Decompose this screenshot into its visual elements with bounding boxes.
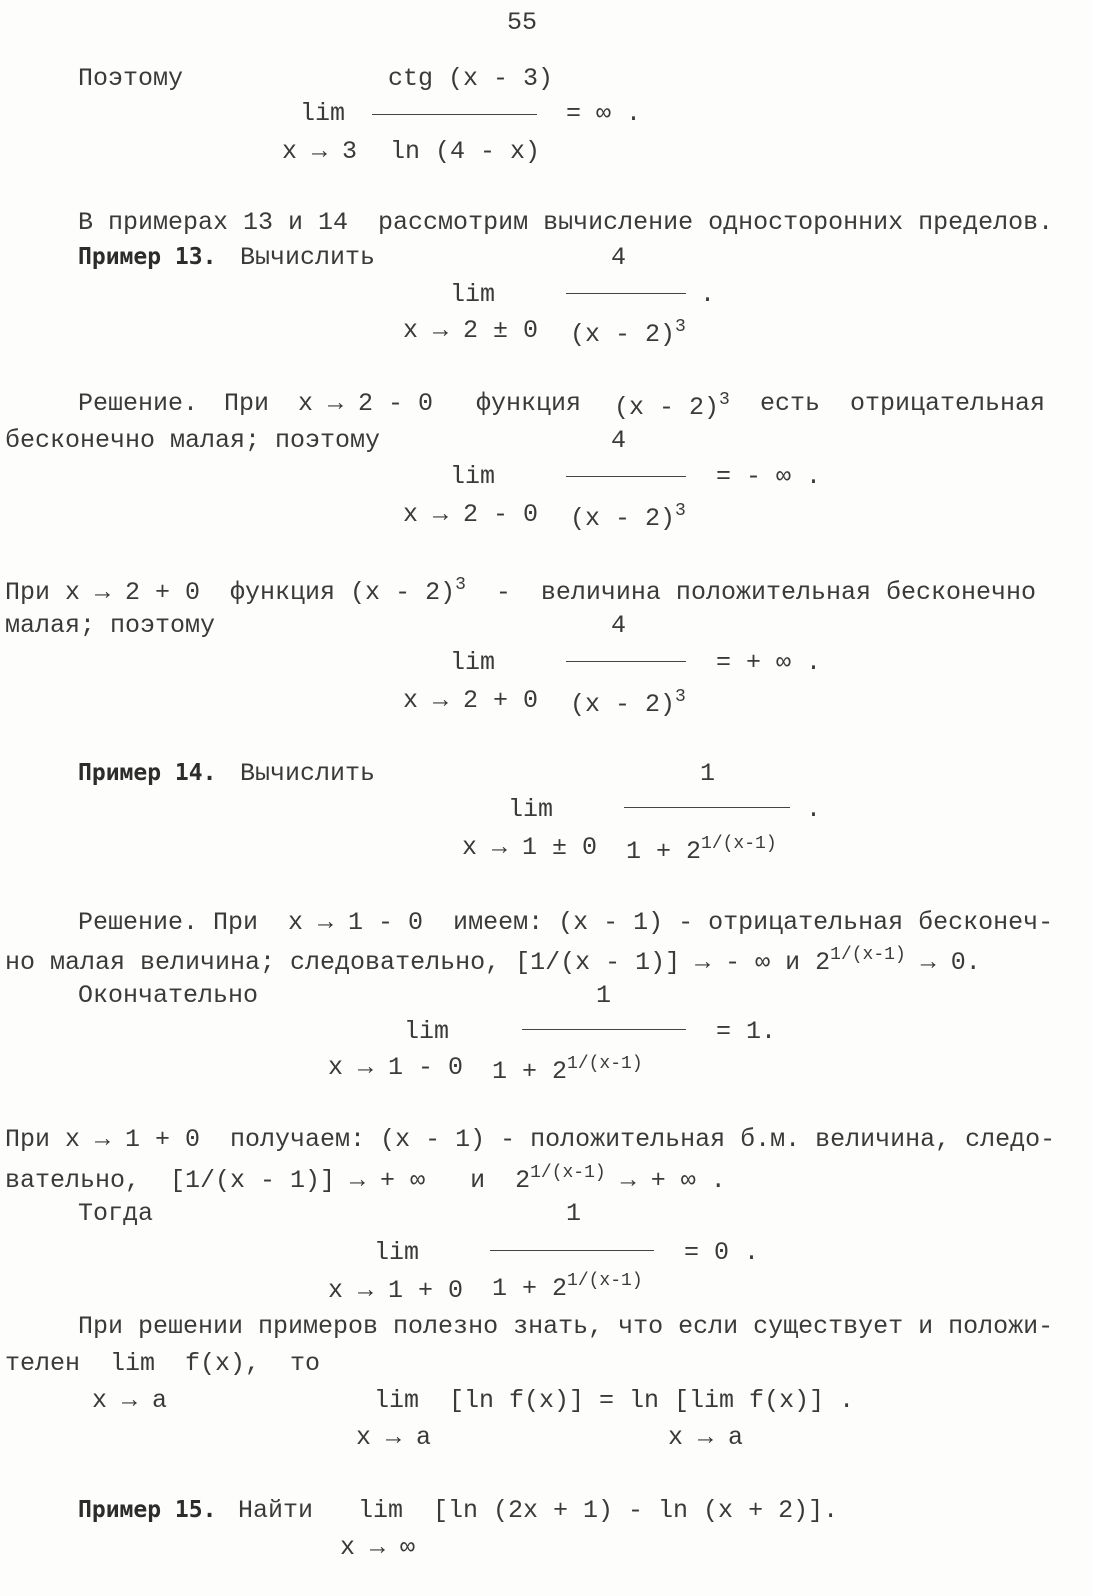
paragraph-line: бесконечно малая; поэтому <box>5 426 381 455</box>
fraction-denominator: $1 + 2^{1/(x-1)}$ <box>626 834 777 866</box>
fraction-numerator: 4 <box>611 426 627 455</box>
paragraph-line: Окончательно <box>78 981 259 1010</box>
paragraph-line: Решение. При x → 1 - 0 имеем: (x - 1) - отрицательная бесконеч- <box>78 908 1054 937</box>
paragraph-line: При решении примеров полезно знать, что если существует и положи- <box>78 1312 1054 1341</box>
fraction-numerator: 1 <box>700 759 716 788</box>
formula: lim [ln (2x + 1) - ln (x + 2)]. <box>358 1496 839 1525</box>
limit-result: = + ∞ . <box>716 648 822 677</box>
task-text: Вычислить <box>240 759 376 788</box>
lim-operator: lim <box>404 1017 450 1046</box>
fraction-numerator: 1 <box>596 981 612 1010</box>
fraction-denominator: ln (4 - x) <box>390 137 541 166</box>
text-word: (x - 2)$^3$ <box>614 390 730 422</box>
paragraph-line: Тогда <box>78 1199 154 1228</box>
fraction-bar <box>566 661 686 662</box>
lim-operator: lim <box>374 1238 420 1267</box>
limit-condition: x → a <box>92 1386 168 1415</box>
limit-condition: x → 1 - 0 <box>328 1053 464 1082</box>
paragraph-line: При x → 1 + 0 получаем: (x - 1) - положительная б.м. величина, следо- <box>5 1125 1056 1154</box>
intro-text: Поэтому <box>78 64 184 93</box>
limit-result: = - ∞ . <box>716 462 822 491</box>
limit-result: = 1. <box>716 1017 777 1046</box>
fraction-denominator: (x - 2)$^3$ <box>570 317 686 349</box>
fraction-bar <box>566 476 686 477</box>
formula: lim [ln f(x)] = ln [lim f(x)] . <box>374 1386 855 1415</box>
limit-condition: x → ∞ <box>340 1533 416 1562</box>
lim-operator: lim <box>450 280 496 309</box>
text-word: x → 2 - 0 <box>298 389 434 418</box>
lim-operator: lim <box>450 462 496 491</box>
limit-result: . <box>700 280 716 309</box>
fraction-bar <box>624 807 790 808</box>
paragraph-line: но малая величина; следовательно, [1/(x - 1)] → - ∞ и $2^{1/(x-1)} \to 0$. <box>5 945 981 977</box>
text-word: функция <box>476 389 582 418</box>
fraction-numerator: 1 <box>566 1199 582 1228</box>
paragraph-line: телен lim f(x), то <box>5 1349 321 1378</box>
solution-word: Решение. <box>78 389 199 418</box>
paragraph-line: При x → 2 + 0 функция (x - 2)$^3$ - величина положительная бесконечно <box>5 575 1036 607</box>
paragraph-line: вательно, [1/(x - 1)] → + ∞ и $2^{1/(x-1)}$ → + ∞ . <box>5 1163 726 1195</box>
fraction-numerator: 4 <box>611 243 627 272</box>
task-text: Вычислить <box>240 243 376 272</box>
paragraph-line: малая; поэтому <box>5 611 216 640</box>
lim-operator: lim <box>508 795 554 824</box>
text-word: отрицательная <box>850 389 1046 418</box>
page-number: 55 <box>507 8 538 37</box>
lim-operator: lim <box>300 99 346 128</box>
limit-condition: x → a <box>356 1423 432 1452</box>
example-label: Пример 15. <box>78 1497 217 1523</box>
text-word: есть <box>760 389 821 418</box>
text-word: При <box>224 389 270 418</box>
limit-condition: x → 2 - 0 <box>403 500 539 529</box>
limit-result: . <box>806 795 822 824</box>
limit-result: = 0 . <box>684 1238 760 1267</box>
task-text: Найти <box>238 1496 314 1525</box>
limit-condition: x → 1 + 0 <box>328 1276 464 1305</box>
fraction-bar <box>566 293 686 294</box>
fraction-denominator: (x - 2)$^3$ <box>570 687 686 719</box>
limit-condition: x → 3 <box>282 137 358 166</box>
limit-condition: x → 1 ± 0 <box>462 833 598 862</box>
example-label: Пример 14. <box>78 760 217 786</box>
fraction-bar <box>372 114 537 115</box>
limit-condition: x → a <box>668 1423 744 1452</box>
example-label: Пример 13. <box>78 244 217 270</box>
paragraph-line: В примерах 13 и 14 рассмотрим вычисление односторонних пределов. <box>78 208 1054 237</box>
fraction-numerator: ctg (x - 3) <box>388 64 554 93</box>
fraction-denominator: $1 + 2^{1/(x-1)}$ <box>492 1054 643 1086</box>
lim-operator: lim <box>450 648 496 677</box>
limit-condition: x → 2 ± 0 <box>403 316 539 345</box>
fraction-denominator: (x - 2)$^3$ <box>570 501 686 533</box>
fraction-bar <box>522 1029 686 1030</box>
limit-result: = ∞ . <box>566 99 642 128</box>
fraction-denominator: $1 + 2^{1/(x-1)}$ <box>492 1271 643 1303</box>
limit-condition: x → 2 + 0 <box>403 686 539 715</box>
fraction-numerator: 4 <box>611 611 627 640</box>
fraction-bar <box>490 1250 654 1251</box>
